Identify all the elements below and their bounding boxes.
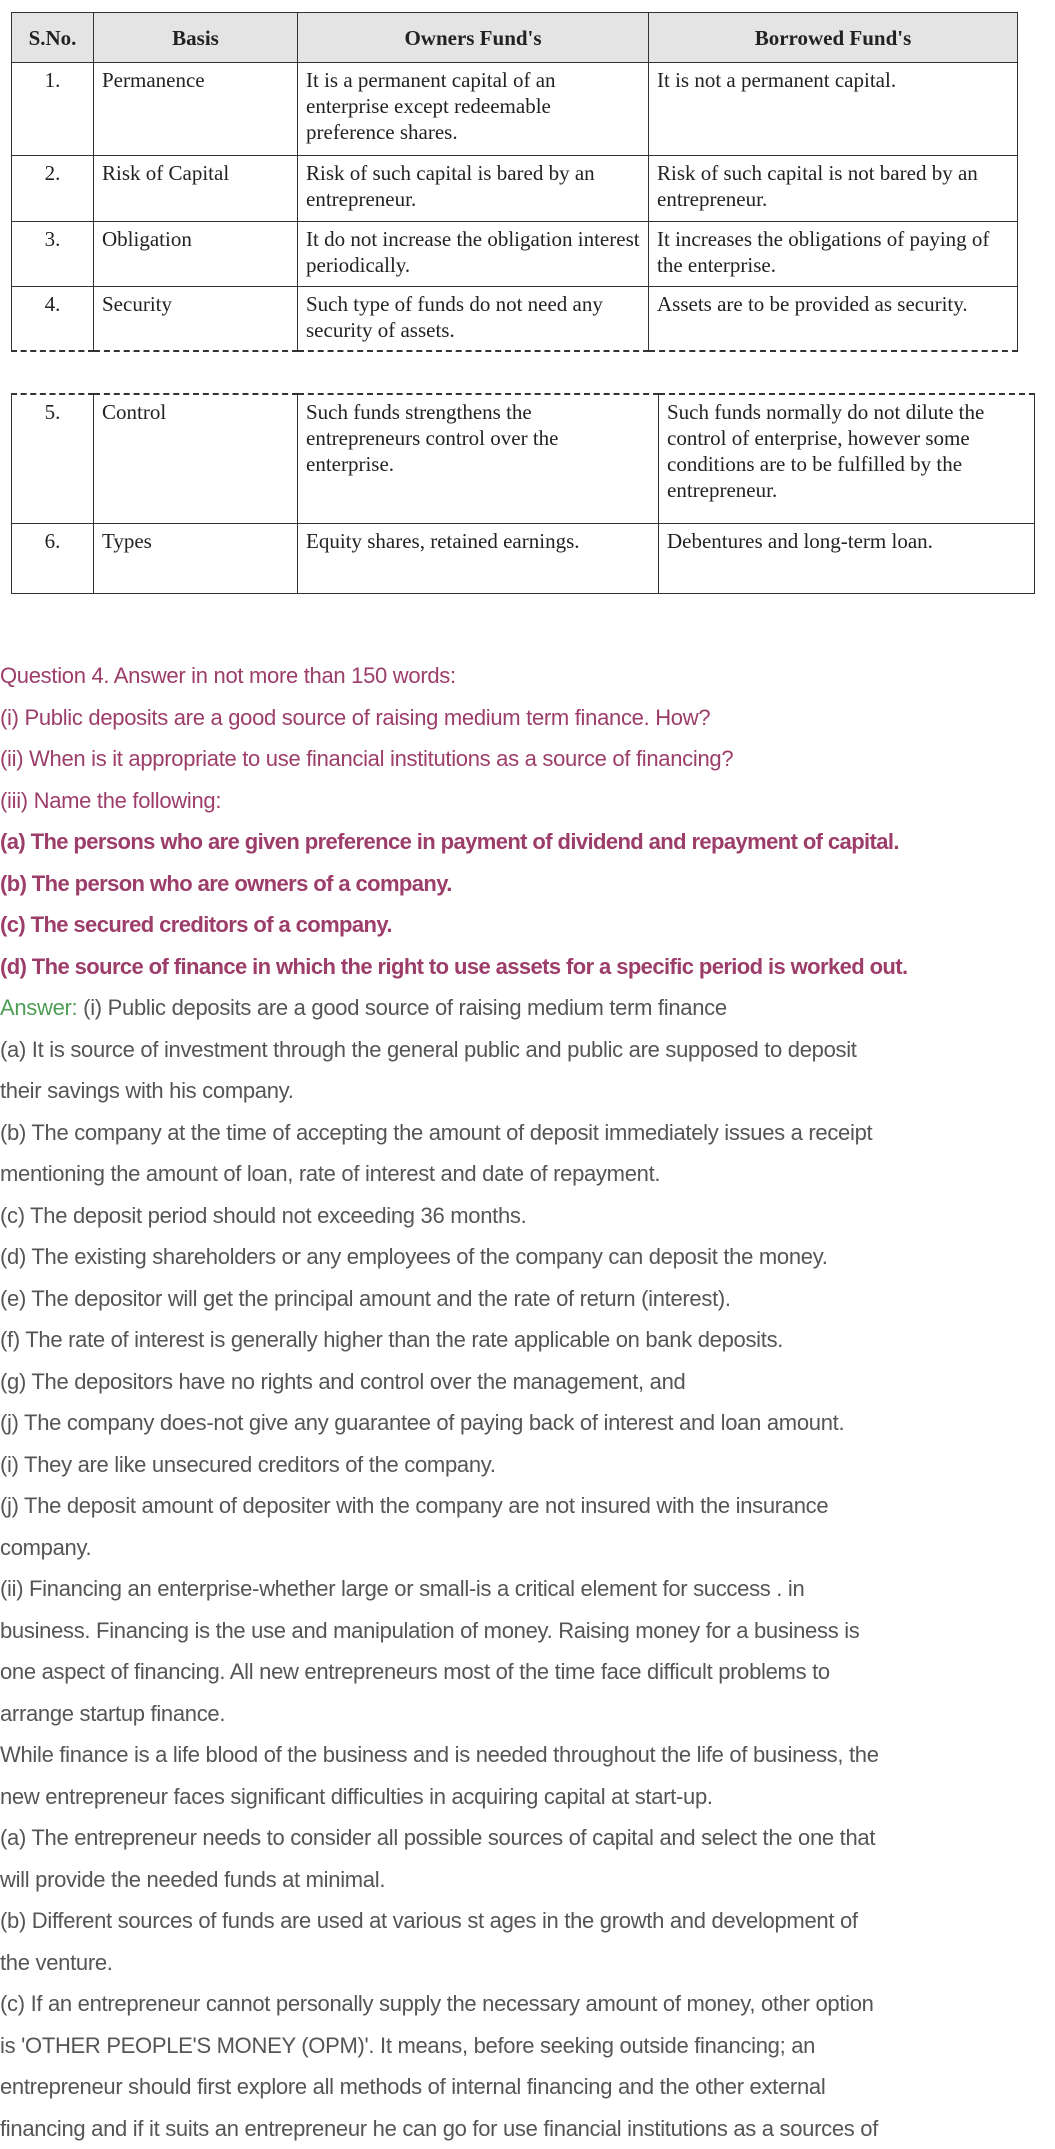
cell-sno: 5. (12, 394, 94, 523)
answer-line: (e) The depositor will get the principal amount and the rate of return (interest). (0, 1278, 1055, 1320)
answer-label: Answer: (0, 995, 77, 1020)
answer-line: (a) It is source of investment through the general public and public are supposed to deposit (0, 1029, 1055, 1071)
answer-line: new entrepreneur faces significant difficulties in acquiring capital at start-up. (0, 1776, 1055, 1818)
answer-line: financing and if it suits an entrepreneur he can go for use financial institutions as a sources of (0, 2108, 1055, 2149)
question-title: Question 4. Answer in not more than 150 words: (0, 655, 1055, 697)
cell-basis: Permanence (94, 63, 298, 156)
answer-line: (j) The company does-not give any guarantee of paying back of interest and loan amount. (0, 1402, 1055, 1444)
answer-line: (c) The deposit period should not exceeding 36 months. (0, 1195, 1055, 1237)
cell-borrowed: Debentures and long-term loan. (659, 523, 1035, 593)
answer-line: (g) The depositors have no rights and control over the management, and (0, 1361, 1055, 1403)
cell-sno: 1. (12, 63, 94, 156)
comparison-table-part-1 (11, 12, 1018, 352)
cell-sno: 2. (12, 156, 94, 222)
cell-sno: 3. (12, 222, 94, 287)
cell-basis: Control (94, 394, 298, 523)
question-part: (a) The persons who are given preference in payment of dividend and repayment of capital. (0, 821, 1055, 863)
header-borrowed-fund: Borrowed Fund's (649, 13, 1018, 63)
answer-line: the venture. (0, 1942, 1055, 1984)
cell-owners: It do not increase the obligation interest periodically. (298, 222, 649, 287)
answer-line: one aspect of financing. All new entrepreneurs most of the time face difficult problems to (0, 1651, 1055, 1693)
answer-line: business. Financing is the use and manipulation of money. Raising money for a business is (0, 1610, 1055, 1652)
cell-owners: It is a permanent capital of an enterprise except redeemable preference shares. (298, 63, 649, 156)
cell-owners: Equity shares, retained earnings. (298, 523, 659, 593)
question-part: (iii) Name the following: (0, 780, 1055, 822)
cell-sno: 6. (12, 523, 94, 593)
answer-line: will provide the needed funds at minimal. (0, 1859, 1055, 1901)
answer-line: (b) The company at the time of accepting the amount of deposit immediately issues a receipt (0, 1112, 1055, 1154)
answer-line: company. (0, 1527, 1055, 1569)
answer-line: (b) Different sources of funds are used at various st ages in the growth and development of (0, 1900, 1055, 1942)
table-header-row (12, 13, 1018, 63)
cell-basis: Risk of Capital (94, 156, 298, 222)
comparison-table-part-2 (11, 393, 1035, 594)
answer-line: mentioning the amount of loan, rate of interest and date of repayment. (0, 1153, 1055, 1195)
cell-borrowed: Assets are to be provided as security. (649, 287, 1018, 351)
answer-line: arrange startup finance. (0, 1693, 1055, 1735)
table-row (12, 222, 1018, 287)
table-row (12, 156, 1018, 222)
answer-line: (j) The deposit amount of depositer with the company are not insured with the insurance (0, 1485, 1055, 1527)
answer-line: (i) They are like unsecured creditors of the company. (0, 1444, 1055, 1486)
cell-basis: Types (94, 523, 298, 593)
question-part: (ii) When is it appropriate to use financial institutions as a source of financing? (0, 738, 1055, 780)
cell-borrowed: It increases the obligations of paying of the enterprise. (649, 222, 1018, 287)
cell-owners: Risk of such capital is bared by an entrepreneur. (298, 156, 649, 222)
table-row (12, 523, 1035, 593)
answer-line: entrepreneur should first explore all methods of internal financing and the other external (0, 2066, 1055, 2108)
header-sno: S.No. (12, 13, 94, 63)
question-part: (i) Public deposits are a good source of raising medium term finance. How? (0, 697, 1055, 739)
cell-basis: Security (94, 287, 298, 351)
cell-borrowed: It is not a permanent capital. (649, 63, 1018, 156)
table-row (12, 394, 1035, 523)
answer-line: (f) The rate of interest is generally higher than the rate applicable on bank deposits. (0, 1319, 1055, 1361)
question-parts (0, 697, 1055, 988)
answer-first-line (0, 987, 1055, 1029)
answer-line: (d) The existing shareholders or any employees of the company can deposit the money. (0, 1236, 1055, 1278)
question-part: (d) The source of finance in which the right to use assets for a specific period is worked out. (0, 946, 1055, 988)
cell-sno: 4. (12, 287, 94, 351)
answer-line: While finance is a life blood of the business and is needed throughout the life of business, the (0, 1734, 1055, 1776)
question-answer-section (0, 655, 1055, 2149)
answer-line: their savings with his company. (0, 1070, 1055, 1112)
answer-line: (c) If an entrepreneur cannot personally supply the necessary amount of money, other option (0, 1983, 1055, 2025)
answer-line: (a) The entrepreneur needs to consider all possible sources of capital and select the one that (0, 1817, 1055, 1859)
table-row (12, 63, 1018, 156)
question-part: (c) The secured creditors of a company. (0, 904, 1055, 946)
cell-basis: Obligation (94, 222, 298, 287)
header-basis: Basis (94, 13, 298, 63)
answer-intro: (i) Public deposits are a good source of raising medium term finance (77, 995, 726, 1020)
question-part: (b) The person who are owners of a company. (0, 863, 1055, 905)
answer-body (0, 1029, 1055, 2149)
cell-borrowed: Risk of such capital is not bared by an entrepreneur. (649, 156, 1018, 222)
cell-owners: Such type of funds do not need any security of assets. (298, 287, 649, 351)
header-owners-fund: Owners Fund's (298, 13, 649, 63)
answer-line: (ii) Financing an enterprise-whether large or small-is a critical element for success . in (0, 1568, 1055, 1610)
answer-line: is 'OTHER PEOPLE'S MONEY (OPM)'. It means, before seeking outside financing; an (0, 2025, 1055, 2067)
cell-owners: Such funds strengthens the entrepreneurs control over the enterprise. (298, 394, 659, 523)
cell-borrowed: Such funds normally do not dilute the control of enterprise, however some conditions are to be fulfilled by the entrepreneur. (659, 394, 1035, 523)
table-row (12, 287, 1018, 351)
